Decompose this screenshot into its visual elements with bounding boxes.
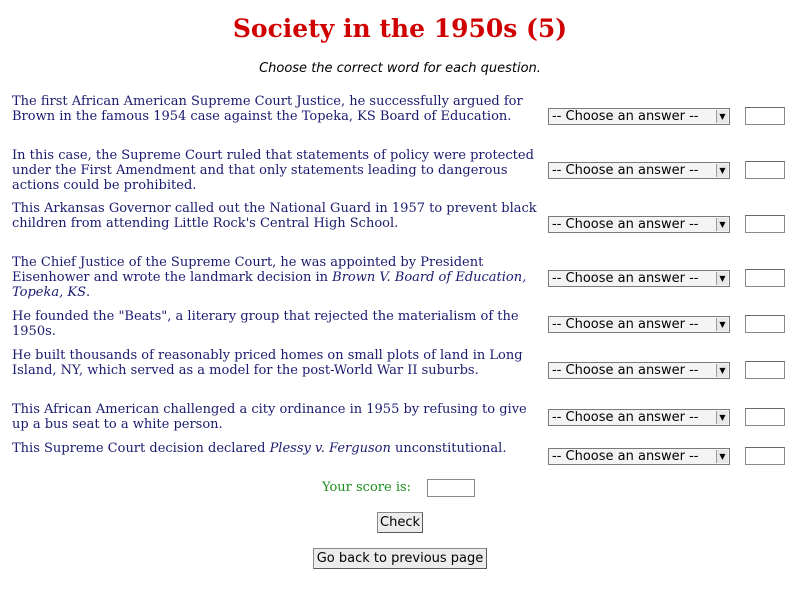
question-8-select[interactable] — [548, 448, 730, 465]
question-7-select-value: -- Choose an answer -- — [552, 410, 699, 425]
chevron-down-icon: ▼ — [716, 110, 728, 123]
back-button[interactable]: Go back to previous page — [313, 548, 487, 569]
question-5-text — [12, 309, 542, 339]
question-5-part-1: He founded the "Beats", a literary group that rejected the materialism of the 1950s. — [12, 309, 519, 339]
question-1-select[interactable] — [548, 108, 730, 125]
question-5-select-value: -- Choose an answer -- — [552, 317, 699, 332]
question-1-text — [12, 94, 542, 124]
question-3-select-value: -- Choose an answer -- — [552, 217, 699, 232]
question-5-select[interactable] — [548, 316, 730, 333]
question-2-select-value: -- Choose an answer -- — [552, 163, 699, 178]
question-8-answer-box[interactable] — [745, 447, 785, 465]
chevron-down-icon: ▼ — [716, 318, 728, 331]
question-2-part-1: In this case, the Supreme Court ruled that statements of policy were protected under the First Amendment and that only statements leading to dangerous actions could be prohibited. — [12, 148, 534, 193]
question-4-part-3: . — [86, 285, 91, 300]
question-4-select-value: -- Choose an answer -- — [552, 271, 699, 286]
question-6-part-1: He built thousands of reasonably priced homes on small plots of land in Long Island, NY, which served as a model for the post-World War II suburbs. — [12, 348, 523, 378]
question-7-select[interactable] — [548, 409, 730, 426]
question-4-select[interactable] — [548, 270, 730, 287]
question-6-text — [12, 348, 542, 378]
question-6-select-value: -- Choose an answer -- — [552, 363, 699, 378]
question-3-select[interactable] — [548, 216, 730, 233]
question-8-part-1: This Supreme Court decision declared — [12, 441, 270, 456]
question-1-select-value: -- Choose an answer -- — [552, 109, 699, 124]
chevron-down-icon: ▼ — [716, 218, 728, 231]
chevron-down-icon: ▼ — [716, 164, 728, 177]
question-7-text — [12, 402, 542, 432]
score-box — [427, 479, 475, 497]
question-3-answer-box[interactable] — [745, 215, 785, 233]
question-4-text — [12, 255, 542, 300]
question-4-part-1: The Chief Justice of the Supreme Court, he was appointed by President Eisenhower and wrote the landmark decision in — [12, 255, 484, 285]
page-subtitle: Choose the correct word for each question. — [259, 61, 541, 76]
question-3-part-1: This Arkansas Governor called out the National Guard in 1957 to prevent black children from attending Little Rock's Central High School. — [12, 201, 537, 231]
chevron-down-icon: ▼ — [716, 272, 728, 285]
question-4-case-name: Brown V. Board of Education, Topeka, KS — [12, 270, 527, 300]
question-8-part-3: unconstitutional. — [390, 441, 507, 456]
question-2-select[interactable] — [548, 162, 730, 179]
chevron-down-icon: ▼ — [716, 450, 728, 463]
score-label: Your score is: — [322, 480, 412, 495]
question-3-text — [12, 201, 542, 231]
chevron-down-icon: ▼ — [716, 364, 728, 377]
question-1-answer-box[interactable] — [745, 107, 785, 125]
question-8-text — [12, 441, 542, 456]
question-5-answer-box[interactable] — [745, 315, 785, 333]
question-8-case-name: Plessy v. Ferguson — [269, 441, 391, 456]
page-title: Society in the 1950s (5) — [232, 14, 568, 43]
question-6-answer-box[interactable] — [745, 361, 785, 379]
question-1-part-1: The first African American Supreme Court Justice, he successfully argued for Brown in the famous 1954 case against the Topeka, KS Board of Education. — [12, 94, 523, 124]
question-8-select-value: -- Choose an answer -- — [552, 449, 699, 464]
chevron-down-icon: ▼ — [716, 411, 728, 424]
question-2-text — [12, 148, 542, 193]
question-4-answer-box[interactable] — [745, 269, 785, 287]
question-7-answer-box[interactable] — [745, 408, 785, 426]
question-2-answer-box[interactable] — [745, 161, 785, 179]
question-6-select[interactable] — [548, 362, 730, 379]
check-button[interactable]: Check — [377, 512, 423, 533]
question-7-part-1: This African American challenged a city ordinance in 1955 by refusing to give up a bus seat to a white person. — [12, 402, 527, 432]
